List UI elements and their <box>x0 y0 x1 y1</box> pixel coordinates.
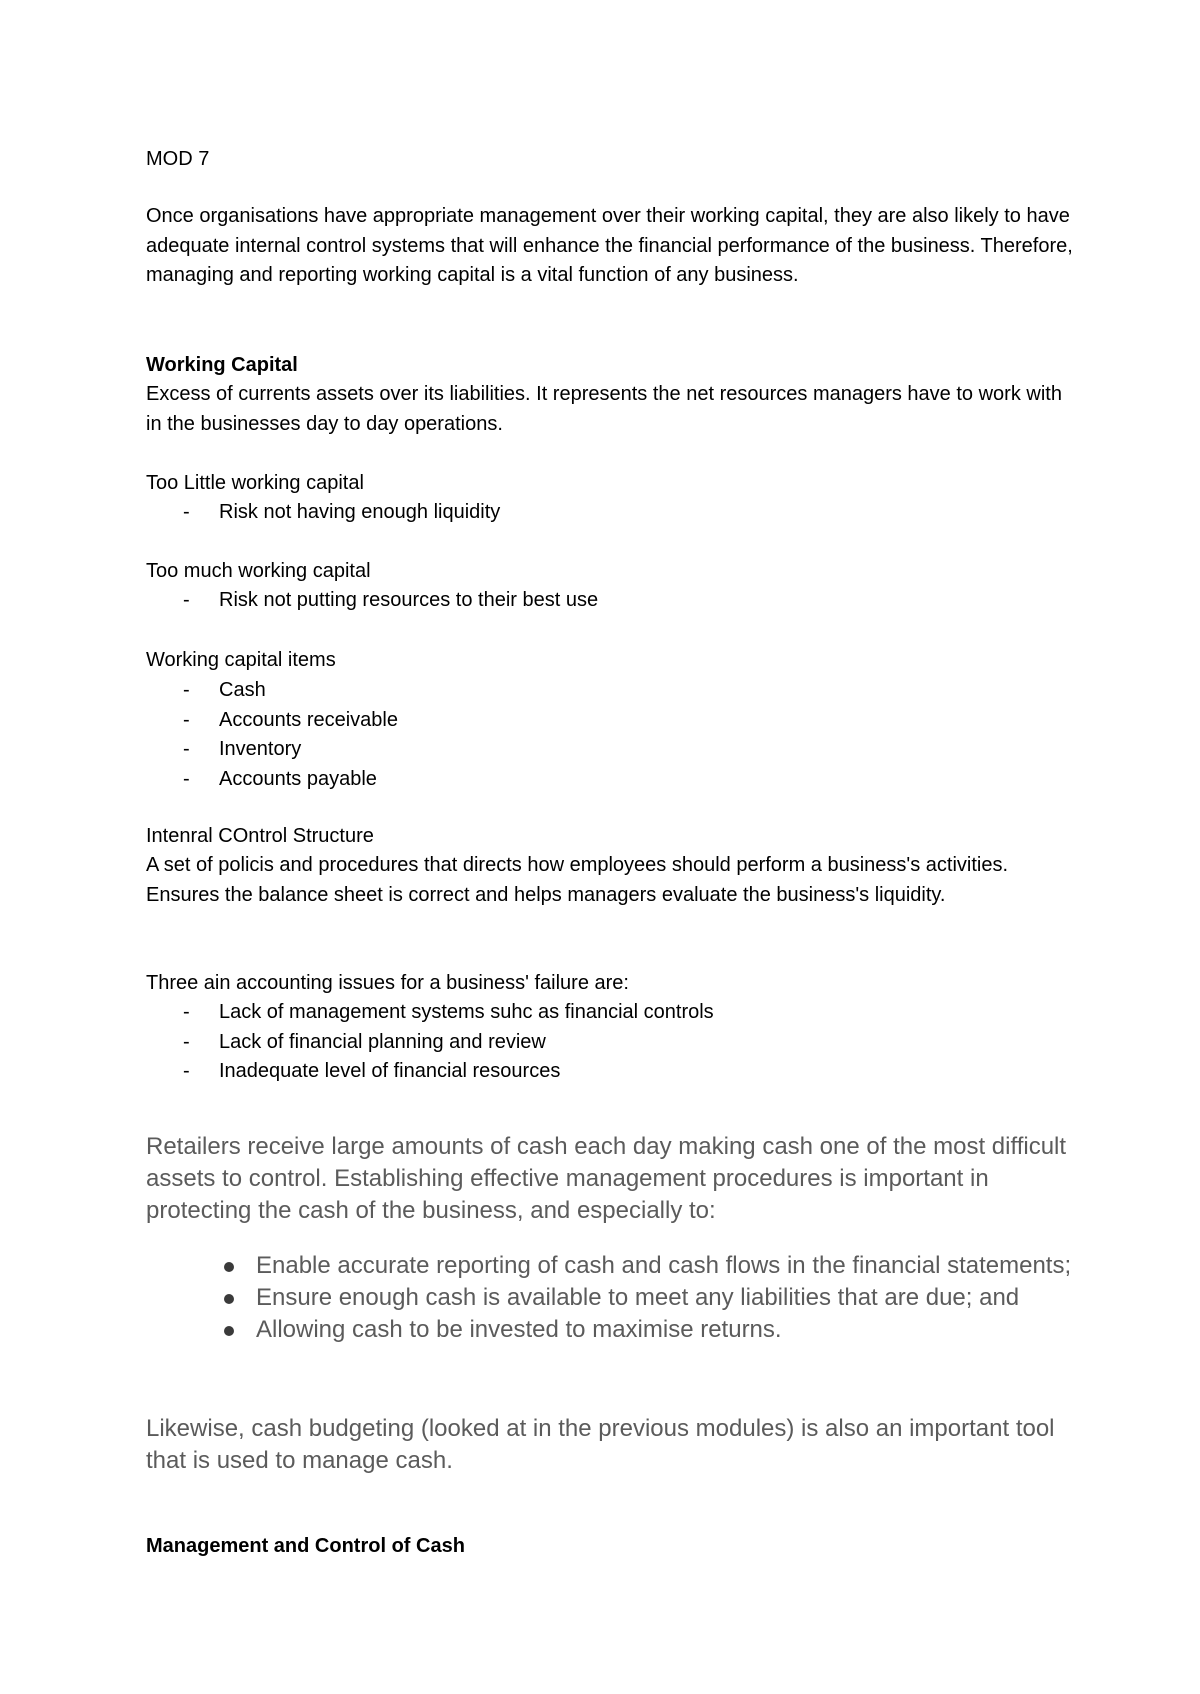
list-item: - Risk not putting resources to their best use <box>183 589 599 611</box>
too-little-heading: Too Little working capital <box>146 472 364 494</box>
list-item: Ensure enough cash is available to meet any liabilities that are due; and <box>146 1282 1076 1314</box>
retailers-bullet-list <box>146 1250 1076 1346</box>
bullet-icon <box>224 1326 234 1336</box>
list-item: - Accounts payable <box>183 767 377 790</box>
bullet-icon <box>224 1262 234 1272</box>
retailers-paragraph: Retailers receive large amounts of cash each day making cash one of the most difficult assets to control. Establishing effective management procedures is important in protecting the cash of the business, and especially to: <box>146 1133 1067 1224</box>
list-item: - Inventory <box>183 738 302 760</box>
management-control-heading: Management and Control of Cash <box>146 1535 465 1557</box>
list-item: Allowing cash to be invested to maximise returns. <box>146 1314 1076 1346</box>
wc-items-heading: Working capital items <box>146 649 336 671</box>
internal-control-heading: Intenral COntrol Structure <box>146 825 374 847</box>
list-item: - Lack of financial planning and review <box>183 1030 546 1053</box>
likewise-paragraph: Likewise, cash budgeting (looked at in the previous modules) is also an important tool that is used to manage cash. <box>146 1415 1055 1474</box>
list-item: - Inadequate level of financial resources <box>183 1060 561 1082</box>
failure-list <box>146 998 1076 1087</box>
too-little-list <box>146 498 1076 528</box>
page-heading: MOD 7 <box>146 148 210 170</box>
wc-items-list <box>146 676 1076 794</box>
bullet-icon <box>224 1294 234 1304</box>
internal-control-definition: A set of policis and procedures that directs how employees should perform a business's activities. Ensures the balance sheet is correct and helps managers evaluate the business's liquidity. <box>146 854 1009 906</box>
list-item: - Lack of management systems suhc as financial controls <box>183 1001 714 1023</box>
failure-heading: Three ain accounting issues for a business' failure are: <box>146 972 629 994</box>
too-much-list <box>146 586 1076 616</box>
list-item: - Cash <box>183 679 266 701</box>
list-item: - Accounts receivable <box>183 708 398 731</box>
list-item: Enable accurate reporting of cash and cash flows in the financial statements; <box>146 1250 1076 1282</box>
too-much-heading: Too much working capital <box>146 560 371 582</box>
working-capital-definition: Excess of currents assets over its liabilities. It represents the net resources managers have to work with in the businesses day to day operations. <box>146 383 1062 435</box>
list-item: - Risk not having enough liquidity <box>183 501 501 523</box>
intro-paragraph: Once organisations have appropriate management over their working capital, they are also likely to have adequate internal control systems that will enhance the financial performance of the business. Therefore, managing and reporting working capital is a vital function of any business. <box>146 205 1073 286</box>
working-capital-heading: Working Capital <box>146 354 298 376</box>
